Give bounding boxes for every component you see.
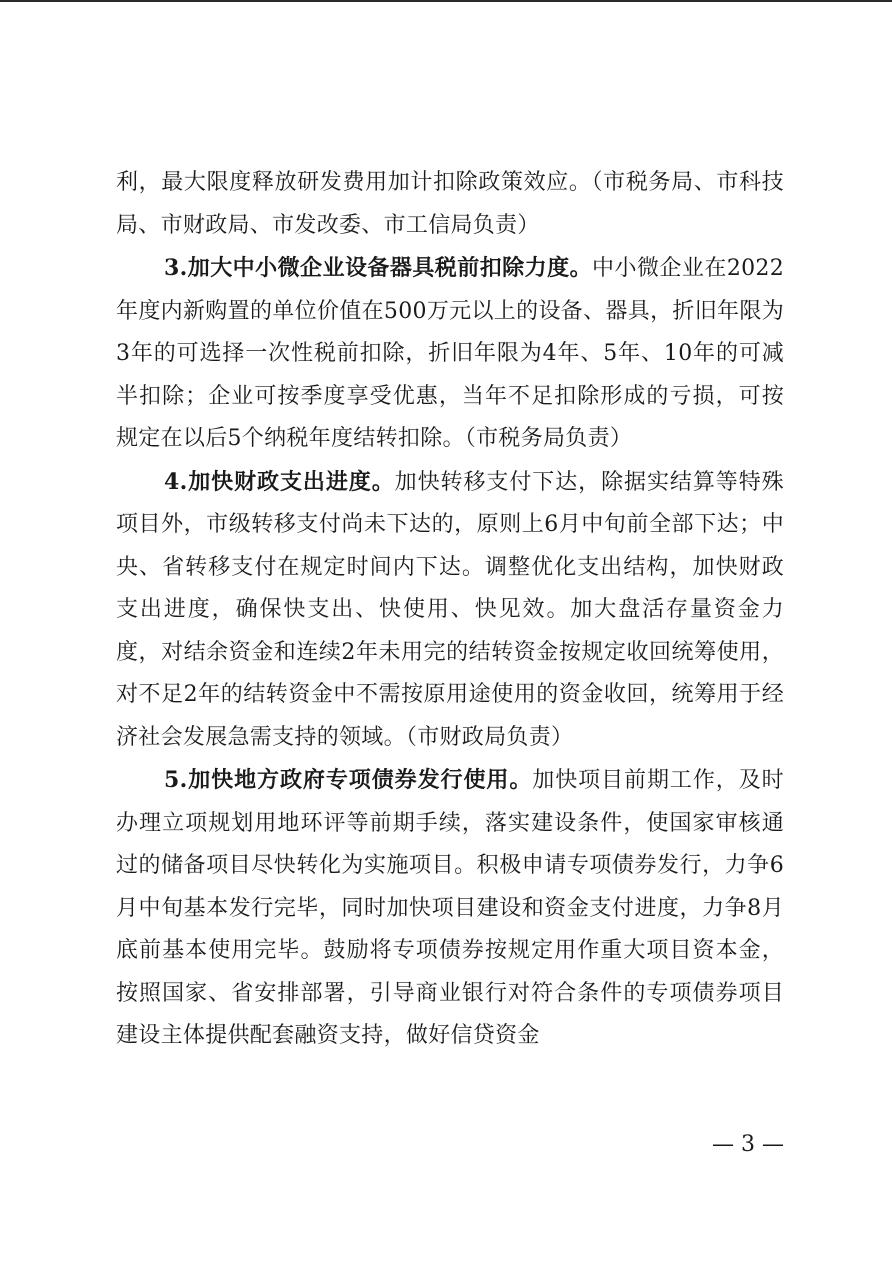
- paragraph-text: 利，最大限度释放研发费用加计扣除政策效应。（市税务局、市科技局、市财政局、市发改委、市工信局负责）: [116, 170, 784, 238]
- paragraph-text: 加快转移支付下达，除据实结算等特殊项目外，市级转移支付尚未下达的，原则上6月中旬前全部下达；中央、省转移支付在规定时间内下达。调整优化支出结构，加快财政支出进度，确保快支出、快使用、快见效。加大盘活存量资金力度，对结余资金和连续2年未用完的结转资金按规定收回统筹使用，对不足2年的结转资金中不需按原用途使用的资金收回，统筹用于经济社会发展急需支持的领域。（市财政局负责）: [116, 469, 784, 750]
- scan-top-edge: [0, 0, 892, 2]
- document-body: [116, 162, 784, 1058]
- paragraph-heading: 5.加快地方政府专项债券发行使用。: [164, 767, 533, 793]
- paragraph-text: 中小微企业在2022年度内新购置的单位价值在500万元以上的设备、器具，折旧年限为3年的可选择一次性税前扣除，折旧年限为4年、5年、10年的可减半扣除；企业可按季度享受优惠，当年不足扣除形成的亏损，可按规定在以后5个纳税年度结转扣除。（市税务局负责）: [116, 256, 785, 451]
- paragraph-heading: 4.加快财政支出进度。: [164, 468, 395, 495]
- paragraph-item-4: [116, 461, 784, 760]
- paragraph-continuation: [116, 162, 784, 247]
- paragraph-heading: 3.加大中小微企业设备器具税前扣除力度。: [164, 255, 593, 281]
- page-number: — 3 —: [712, 1132, 784, 1157]
- paragraph-item-3: [116, 247, 784, 461]
- paragraph-item-5: [116, 759, 784, 1058]
- paragraph-text: 加快项目前期工作，及时办理立项规划用地环评等前期手续，落实建设条件，使国家审核通过的储备项目尽快转化为实施项目。积极申请专项债券发行，力争6月中旬基本发行完毕，同时加快项目建设和资金支付进度，力争8月底前基本使用完毕。鼓励将专项债券按规定用作重大项目资本金，按照国家、省安排部署，引导商业银行对符合条件的专项债券项目建设主体提供配套融资支持，做好信贷资金: [116, 768, 784, 1048]
